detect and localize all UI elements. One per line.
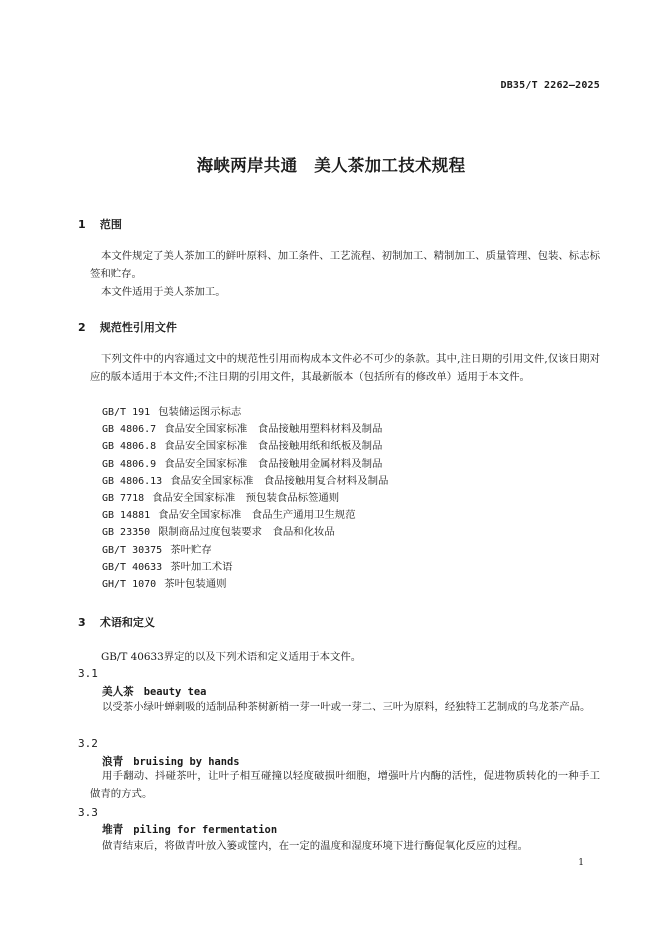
paragraph: 本文件规定了美人茶加工的鲜叶原料、加工条件、工艺流程、初制加工、精制加工、质量管理、包装、标志标签和贮存。	[90, 250, 600, 280]
reference-item: GB/T 30375 茶叶贮存	[102, 543, 212, 556]
section-title: 范围	[99, 218, 122, 231]
term-definition: 用手翻动、抖碰茶叶，让叶子相互碰撞以轻度破损叶细胞，增强叶片内酶的活性，促进物质转化的一种手工做青的方式。	[90, 770, 600, 800]
reference-item: GB 14881 食品安全国家标准 食品生产通用卫生规范	[102, 509, 356, 522]
term-definition: 做青结束后，将做青叶放入篓或筐内，在一定的温度和湿度环境下进行酶促氧化反应的过程。	[102, 840, 529, 852]
standard-code: DB35/T 2262—2025	[500, 80, 600, 91]
reference-item: GB 4806.8 食品安全国家标准 食品接触用纸和纸板及制品	[102, 440, 383, 453]
reference-item: GB 4806.13 食品安全国家标准 食品接触用复合材料及制品	[102, 474, 389, 487]
reference-item: GB 23350 限制商品过度包装要求 食品和化妆品	[102, 526, 335, 539]
document-title: 海峡两岸共通 美人茶加工技术规程	[196, 156, 466, 175]
page-number: 1	[578, 858, 584, 868]
term-number: 3.2	[78, 737, 98, 750]
section-title: 规范性引用文件	[99, 321, 177, 334]
term-number: 3.3	[78, 806, 98, 819]
term-name: 浪青 bruising by hands	[102, 756, 240, 768]
paragraph: GB/T 40633界定的以及下列术语和定义适用于本文件。	[101, 651, 362, 663]
term-name: 堆青 piling for fermentation	[102, 824, 278, 836]
section-number: 2	[78, 321, 86, 334]
reference-item: GB 4806.7 食品安全国家标准 食品接触用塑料材料及制品	[102, 423, 383, 436]
section-2-heading	[78, 319, 177, 335]
section-1-heading	[78, 216, 122, 232]
term-definition: 以受茶小绿叶蝉刺吸的适制品种茶树新梢一芽一叶或一芽二、三叶为原料，经独特工艺制成的乌龙茶产品。	[102, 701, 591, 713]
section-number: 1	[78, 218, 86, 231]
reference-item: GB/T 40633 茶叶加工术语	[102, 560, 233, 573]
section-title: 术语和定义	[99, 616, 155, 629]
reference-list	[102, 404, 602, 593]
paragraph: 下列文件中的内容通过文中的规范性引用而构成本文件必不可少的条款。其中,注日期的引用文件,仅该日期对应的版本适用于本文件;不注日期的引用文件，其最新版本（包括所有的修改单）适用于本文件。	[90, 353, 600, 383]
reference-item: GB/T 191 包装储运图示标志	[102, 406, 242, 418]
reference-item: GB 7718 食品安全国家标准 预包装食品标签通则	[102, 492, 340, 505]
term-name: 美人茶 beauty tea	[102, 686, 207, 698]
section-3-heading	[78, 614, 155, 630]
term-number: 3.1	[78, 667, 98, 680]
section-number: 3	[78, 616, 86, 629]
paragraph: 本文件适用于美人茶加工。	[101, 286, 226, 298]
reference-item: GB 4806.9 食品安全国家标准 食品接触用金属材料及制品	[102, 457, 383, 470]
reference-item: GH/T 1070 茶叶包装通则	[102, 578, 227, 591]
